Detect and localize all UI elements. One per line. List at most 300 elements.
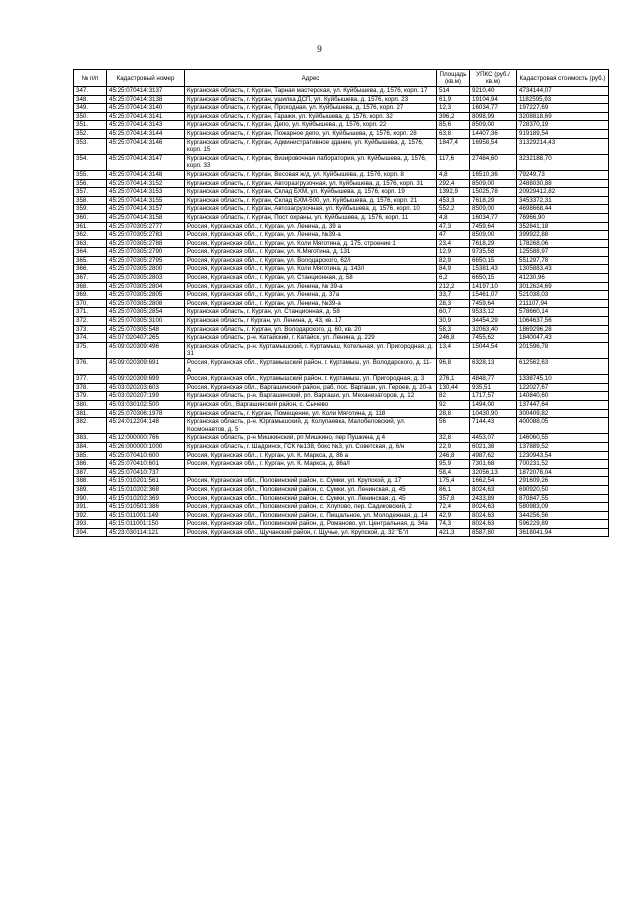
cell-address: Курганская область, г. Курган, Склад БХМ-500, ул. Куйбышева, д. 1576, корп. 21 bbox=[185, 196, 437, 205]
cell-row-number: 361. bbox=[74, 222, 107, 231]
cell-upks: 6328,13 bbox=[470, 359, 517, 375]
cell-upks: 1662,54 bbox=[470, 477, 517, 486]
cell-address: Курганская область, г. Курган, Авторазгрузочная, ул. Куйбышева, д. 1576, корп. 31 bbox=[185, 179, 437, 188]
cell-cadastral-number: 45:15:010501:386 bbox=[107, 503, 185, 512]
cell-cadastral-value: 137447,64 bbox=[517, 400, 609, 409]
cell-cadastral-number: 45:25:070414:3144 bbox=[107, 129, 185, 138]
cell-row-number: 360. bbox=[74, 213, 107, 222]
cell-row-number: 351. bbox=[74, 121, 107, 130]
cell-cadastral-value: 580983,09 bbox=[517, 503, 609, 512]
cell-cadastral-number: 45:25:070305:2803 bbox=[107, 274, 185, 283]
cell-cadastral-value: 20929412,82 bbox=[517, 188, 609, 197]
cell-row-number: 384. bbox=[74, 442, 107, 451]
table-row bbox=[74, 334, 609, 343]
cell-cadastral-number: 45:25:070305:2788 bbox=[107, 239, 185, 248]
cell-row-number: 356. bbox=[74, 179, 107, 188]
cell-cadastral-number: 45:25:070305:2854 bbox=[107, 308, 185, 317]
cell-area: 47 bbox=[437, 231, 470, 240]
cell-area: 32,8 bbox=[437, 434, 470, 443]
table-row bbox=[74, 179, 609, 188]
cell-address: Курганская обл., Варгашинский район, с. Сычево bbox=[185, 400, 437, 409]
cell-area: 92 bbox=[437, 400, 470, 409]
cell-upks: 16510,36 bbox=[470, 170, 517, 179]
cell-cadastral-number: 45:25:070414:3157 bbox=[107, 205, 185, 214]
table-row bbox=[74, 213, 609, 222]
cell-cadastral-value: 596229,89 bbox=[517, 520, 609, 529]
cell-upks: 7144,43 bbox=[470, 418, 517, 434]
cell-row-number: 387. bbox=[74, 468, 107, 477]
cell-cadastral-number: 45:26:000000:1000 bbox=[107, 442, 185, 451]
cell-row-number: 365. bbox=[74, 256, 107, 265]
cell-cadastral-value: 41230,96 bbox=[517, 274, 609, 283]
cell-row-number: 388. bbox=[74, 477, 107, 486]
cell-upks: 34454,29 bbox=[470, 317, 517, 326]
cell-area: 58,4 bbox=[437, 468, 470, 477]
table-row bbox=[74, 400, 609, 409]
cell-cadastral-number: 45:09:020309:496 bbox=[107, 342, 185, 358]
cell-row-number: 381. bbox=[74, 409, 107, 418]
cell-cadastral-number: 45:25:070305:3100 bbox=[107, 317, 185, 326]
table-row bbox=[74, 325, 609, 334]
cell-cadastral-value: 1840047,43 bbox=[517, 334, 609, 343]
cell-cadastral-value: 870847,55 bbox=[517, 494, 609, 503]
cell-cadastral-number: 45:25:070305:2804 bbox=[107, 282, 185, 291]
cell-area: 47,3 bbox=[437, 222, 470, 231]
cell-address: Россия, Курганская обл., г. Курган, ул. Коли Мяготина, д. 143/I bbox=[185, 265, 437, 274]
cell-upks: 7459,64 bbox=[470, 222, 517, 231]
table-row bbox=[74, 451, 609, 460]
cell-row-number: 375. bbox=[74, 342, 107, 358]
table-row bbox=[74, 409, 609, 418]
cell-address: Россия, Курганская обл., Половинский район, д. Романово, ул. Центральная, д. 34а bbox=[185, 520, 437, 529]
cell-cadastral-value: 4734144,07 bbox=[517, 87, 609, 96]
cell-row-number: 394. bbox=[74, 528, 107, 537]
cell-cadastral-number: 45:25:070414:3147 bbox=[107, 154, 185, 170]
cell-area: 12,9 bbox=[437, 248, 470, 257]
table-row bbox=[74, 154, 609, 170]
cell-address: Россия, Курганская обл., Куртамышский район, г. Куртамыш, ул. Володарского, д. 11-А bbox=[185, 359, 437, 375]
table-row bbox=[74, 196, 609, 205]
cell-upks: 4453,07 bbox=[470, 434, 517, 443]
cell-address: Россия, Курганская обл., Варгашинский район, раб. пос. Варгаши, ул. Героев, д. 20-а bbox=[185, 383, 437, 392]
cell-cadastral-value: 1869296,28 bbox=[517, 325, 609, 334]
cell-address: Россия, Курганская обл., Щучанский район, г. Щучье, ул. Крупской, д. 32 "Б"/I bbox=[185, 528, 437, 537]
cell-address: Россия, Курганская обл., г. Курган, ул. К. Маркса, д. 86 а bbox=[185, 451, 437, 460]
cell-cadastral-value: 201596,78 bbox=[517, 342, 609, 358]
cell-address: Курганская область, г. Курган, Пожарное депо, ул. Куйбышева, д. 1576, корп. 28 bbox=[185, 129, 437, 138]
cell-area: 63,8 bbox=[437, 129, 470, 138]
cell-address: Курганская область, г. Курган, Тарная мастерская, ул. Куйбышева, д. 1576, корп. 17 bbox=[185, 87, 437, 96]
cell-upks: 4987,62 bbox=[470, 451, 517, 460]
cell-row-number: 352. bbox=[74, 129, 107, 138]
cell-cadastral-number: 45:25:070410:737 bbox=[107, 468, 185, 477]
cell-cadastral-value: 551297,78 bbox=[517, 256, 609, 265]
table-row bbox=[74, 308, 609, 317]
cell-area: 84,9 bbox=[437, 265, 470, 274]
cell-cadastral-number: 45:25:070410:600 bbox=[107, 451, 185, 460]
cell-cadastral-value: 291609,26 bbox=[517, 477, 609, 486]
cell-address: Курганская область, г. Шадринск, ГСК №138, бокс №3, ул. Советская, д. 6/н bbox=[185, 442, 437, 451]
cell-area: 246,8 bbox=[437, 334, 470, 343]
table-row bbox=[74, 442, 609, 451]
cell-area: 175,4 bbox=[437, 477, 470, 486]
cell-row-number: 373. bbox=[74, 325, 107, 334]
table-row bbox=[74, 112, 609, 121]
cell-row-number: 390. bbox=[74, 494, 107, 503]
cell-upks: 16034,77 bbox=[470, 213, 517, 222]
cell-cadastral-number: 45:15:010202:368 bbox=[107, 485, 185, 494]
cell-upks: 2433,89 bbox=[470, 494, 517, 503]
cell-area: 85,6 bbox=[437, 121, 470, 130]
cell-cadastral-number: 45:09:020309:691 bbox=[107, 359, 185, 375]
cell-cadastral-value: 31329214,43 bbox=[517, 138, 609, 154]
cell-address: Курганская область, г. Курган, Административное здание, ул. Куйбышева, д. 1576, корп. 15 bbox=[185, 138, 437, 154]
cell-upks: 8509,00 bbox=[470, 121, 517, 130]
cell-area: 421,3 bbox=[437, 528, 470, 537]
cell-row-number: 367. bbox=[74, 274, 107, 283]
cell-cadastral-value: 352841,18 bbox=[517, 222, 609, 231]
cell-upks: 27484,60 bbox=[470, 154, 517, 170]
cell-cadastral-number: 45:15:010201:561 bbox=[107, 477, 185, 486]
header-area: Площадь (кв.м) bbox=[437, 70, 470, 87]
cell-area: 30,9 bbox=[437, 317, 470, 326]
cell-cadastral-number: 45:03:020207:199 bbox=[107, 392, 185, 401]
cell-cadastral-value: 1182595,93 bbox=[517, 95, 609, 104]
cell-cadastral-value: 919189,54 bbox=[517, 129, 609, 138]
cell-address: Россия, Курганская обл., г. Курган, ул. Ленина, № 39-а bbox=[185, 282, 437, 291]
table-row bbox=[74, 87, 609, 96]
cell-address: Россия, Курганская обл., г. Курган, ул. Ленина, д. 37а bbox=[185, 291, 437, 300]
cell-upks: 9210,40 bbox=[470, 87, 517, 96]
cell-address: Курганская область, г. Курган, Пост охраны, ул. Куйбышева, д. 1576, корп. 11 bbox=[185, 213, 437, 222]
header-cadastral-value: Кадастровая стоимость (руб.) bbox=[517, 70, 609, 87]
cell-area: 96,8 bbox=[437, 359, 470, 375]
cell-area: 22,9 bbox=[437, 442, 470, 451]
cell-cadastral-number: 45:25:070305:2777 bbox=[107, 222, 185, 231]
table-row bbox=[74, 239, 609, 248]
table-row bbox=[74, 375, 609, 384]
table-row bbox=[74, 121, 609, 130]
cell-upks: 4848,77 bbox=[470, 375, 517, 384]
cell-upks: 8024,63 bbox=[470, 485, 517, 494]
cell-cadastral-number: 45:25:070414:3140 bbox=[107, 104, 185, 113]
cell-cadastral-number: 45:25:070305:548 bbox=[107, 325, 185, 334]
cell-cadastral-number: 45:03:030102:500 bbox=[107, 400, 185, 409]
header-address: Адрес bbox=[185, 70, 437, 87]
table-row bbox=[74, 222, 609, 231]
cell-cadastral-value: 1230943,54 bbox=[517, 451, 609, 460]
cell-address: Россия, Курганская обл., г. Курган, ул. Ленина, №39-а bbox=[185, 231, 437, 240]
table-row bbox=[74, 138, 609, 154]
cell-address: Курганская область, г. Курган, ул. Володарского, д. 60, кв. 20 bbox=[185, 325, 437, 334]
cell-cadastral-number: 45:25:070414:3148 bbox=[107, 170, 185, 179]
cell-row-number: 355. bbox=[74, 170, 107, 179]
cell-area: 42,9 bbox=[437, 511, 470, 520]
cell-address: Курганская область, г. Курган, Гаражи, ул. Куйбышева, д. 1576, корп. 32 bbox=[185, 112, 437, 121]
table-row bbox=[74, 170, 609, 179]
cell-row-number: 382. bbox=[74, 418, 107, 434]
cell-cadastral-value: 3012624,69 bbox=[517, 282, 609, 291]
cell-cadastral-value: 578660,14 bbox=[517, 308, 609, 317]
cell-upks: 1717,57 bbox=[470, 392, 517, 401]
cell-address: Россия, Курганская обл., Половинский район, с. Хлупово, пер. Садиковский, 2 bbox=[185, 503, 437, 512]
cell-area: 58,3 bbox=[437, 325, 470, 334]
cell-address: Россия, Курганская обл., г. Курган, ул. Коли Мяготина, д. 175, строение 1 bbox=[185, 239, 437, 248]
table-row bbox=[74, 299, 609, 308]
cell-row-number: 348. bbox=[74, 95, 107, 104]
cell-row-number: 358. bbox=[74, 196, 107, 205]
cell-cadastral-value: 146060,55 bbox=[517, 434, 609, 443]
cell-address: Россия, Курганская обл., г. Курган, ул. Ленина, №39-а bbox=[185, 299, 437, 308]
cell-area: 130,44 bbox=[437, 383, 470, 392]
cell-upks: 1494,00 bbox=[470, 400, 517, 409]
cell-address bbox=[185, 468, 437, 477]
table-row bbox=[74, 291, 609, 300]
table-row bbox=[74, 274, 609, 283]
cell-row-number: 357. bbox=[74, 188, 107, 197]
cell-cadastral-number: 45:15:011001:150 bbox=[107, 520, 185, 529]
cell-row-number: 364. bbox=[74, 248, 107, 257]
cell-upks: 15461,07 bbox=[470, 291, 517, 300]
cell-upks: 32063,40 bbox=[470, 325, 517, 334]
cell-cadastral-number: 45:25:070306:1978 bbox=[107, 409, 185, 418]
cell-cadastral-value: 3453372,31 bbox=[517, 196, 609, 205]
cell-address: Россия, Курганская обл., Половинский район, с. Сумки, ул. Ленинская, д. 45 bbox=[185, 494, 437, 503]
cell-row-number: 347. bbox=[74, 87, 107, 96]
cell-upks: 8587,80 bbox=[470, 528, 517, 537]
cell-upks: 8509,00 bbox=[470, 231, 517, 240]
cell-upks: 15025,78 bbox=[470, 188, 517, 197]
cell-row-number: 374. bbox=[74, 334, 107, 343]
cell-address: Курганская область, г. Курган, Склад БХМ, ул. Куйбышева, д. 1576, корп. 19 bbox=[185, 188, 437, 197]
table-row bbox=[74, 248, 609, 257]
cell-upks: 10430,90 bbox=[470, 409, 517, 418]
cell-area: 117,6 bbox=[437, 154, 470, 170]
cell-row-number: 380. bbox=[74, 400, 107, 409]
table-row bbox=[74, 265, 609, 274]
cell-address: Россия, Курганская обл., г. Курган, ул. Станционная, д. 58 bbox=[185, 274, 437, 283]
cell-address: Россия, Курганская обл., Половинский район, с. Пищальное, ул. Молодежная, д. 14 bbox=[185, 511, 437, 520]
cell-cadastral-value: 2488030,88 bbox=[517, 179, 609, 188]
cell-upks: 16958,54 bbox=[470, 138, 517, 154]
table-row bbox=[74, 231, 609, 240]
cell-cadastral-value: 1305883,43 bbox=[517, 265, 609, 274]
cell-cadastral-number: 45:25:070414:3146 bbox=[107, 138, 185, 154]
cell-cadastral-value: 300409,82 bbox=[517, 409, 609, 418]
cell-cadastral-value: 76966,90 bbox=[517, 213, 609, 222]
cell-cadastral-number: 45:25:070305:2800 bbox=[107, 265, 185, 274]
cell-upks: 16034,77 bbox=[470, 104, 517, 113]
cell-cadastral-number: 45:25:070305:2808 bbox=[107, 299, 185, 308]
cell-area: 246,8 bbox=[437, 451, 470, 460]
cell-upks: 8024,63 bbox=[470, 503, 517, 512]
cell-address: Курганская область, г. Курган, Визировочная лаборатория, ул. Куйбышева, д. 1576, корп. 33 bbox=[185, 154, 437, 170]
cell-row-number: 349. bbox=[74, 104, 107, 113]
cell-cadastral-value: 344256,56 bbox=[517, 511, 609, 520]
cell-cadastral-number: 45:03:020203:603 bbox=[107, 383, 185, 392]
cell-row-number: 362. bbox=[74, 231, 107, 240]
cell-area: 13,4 bbox=[437, 342, 470, 358]
table-row bbox=[74, 392, 609, 401]
cell-area: 292,4 bbox=[437, 179, 470, 188]
cell-cadastral-number: 45:25:070414:3158 bbox=[107, 213, 185, 222]
cell-cadastral-value: 612562,63 bbox=[517, 359, 609, 375]
cell-cadastral-value: 1338745,10 bbox=[517, 375, 609, 384]
table-row bbox=[74, 342, 609, 358]
page-number: 9 bbox=[317, 44, 322, 54]
cell-area: 28,8 bbox=[437, 409, 470, 418]
cell-address: Курганская область, г. Курган, Весовая ж/д, ул. Куйбышева, д. 1576, корп. 8 bbox=[185, 170, 437, 179]
cell-cadastral-value: 3232188,70 bbox=[517, 154, 609, 170]
cell-cadastral-value: 3208818,69 bbox=[517, 112, 609, 121]
cell-address: Россия, Курганская обл., Половинский район, с. Сумки, ул. Ленинская, д. 45 bbox=[185, 485, 437, 494]
cell-address: Курганская область, г. Курган, ушилка ДСП, ул. Куйбышева, д. 1576, корп. 23 bbox=[185, 95, 437, 104]
table-row bbox=[74, 520, 609, 529]
table-row bbox=[74, 503, 609, 512]
table-row bbox=[74, 95, 609, 104]
cell-row-number: 386. bbox=[74, 460, 107, 469]
cell-row-number: 383. bbox=[74, 434, 107, 443]
cell-cadastral-number: 45:15:010202:369 bbox=[107, 494, 185, 503]
table-row bbox=[74, 477, 609, 486]
cell-cadastral-value: 79249,73 bbox=[517, 170, 609, 179]
cell-area: 33,7 bbox=[437, 291, 470, 300]
cell-row-number: 392. bbox=[74, 511, 107, 520]
cell-cadastral-value: 197227,69 bbox=[517, 104, 609, 113]
cell-cadastral-number: 45:25:070305:2805 bbox=[107, 291, 185, 300]
cell-area: 276,1 bbox=[437, 375, 470, 384]
header-cadastral-number: Кадастровый номер bbox=[107, 70, 185, 87]
cell-row-number: 350. bbox=[74, 112, 107, 121]
cell-upks: 8509,00 bbox=[470, 205, 517, 214]
cell-row-number: 366. bbox=[74, 265, 107, 274]
cell-row-number: 370. bbox=[74, 299, 107, 308]
cell-cadastral-value: 122027,67 bbox=[517, 383, 609, 392]
table-row bbox=[74, 129, 609, 138]
cell-address: Россия, Курганская обл., Половинский район, с. Сумки, ул. Крупской, д. 17 bbox=[185, 477, 437, 486]
cell-row-number: 354. bbox=[74, 154, 107, 170]
cell-cadastral-value: 690920,50 bbox=[517, 485, 609, 494]
cell-cadastral-value: 1064637,56 bbox=[517, 317, 609, 326]
cell-cadastral-value: 140840,60 bbox=[517, 392, 609, 401]
cell-cadastral-number: 45:25:070414:3138 bbox=[107, 95, 185, 104]
cell-cadastral-value: 178268,06 bbox=[517, 239, 609, 248]
header-number: № п/п bbox=[74, 70, 107, 87]
table-row bbox=[74, 468, 609, 477]
table-row bbox=[74, 494, 609, 503]
cell-area: 61,9 bbox=[437, 95, 470, 104]
table-header-row bbox=[74, 70, 609, 87]
cell-row-number: 378. bbox=[74, 383, 107, 392]
table-row bbox=[74, 205, 609, 214]
cell-cadastral-number: 45:25:070414:3137 bbox=[107, 87, 185, 96]
cell-cadastral-number: 45:25:070414:3152 bbox=[107, 179, 185, 188]
cell-area: 357,8 bbox=[437, 494, 470, 503]
cell-upks: 6650,15 bbox=[470, 256, 517, 265]
cell-address: Курганская область, р-н. Катайский, г. Катайск, ул. Ленина, д. 229 bbox=[185, 334, 437, 343]
cell-cadastral-value: 211107,94 bbox=[517, 299, 609, 308]
cell-address: Курганская область, р-н. Куртамышский, г. Куртамыш, Котельная, ул. Пригородная, д. 31 bbox=[185, 342, 437, 358]
cell-area: 82 bbox=[437, 392, 470, 401]
cell-cadastral-number: 45:25:070305:2795 bbox=[107, 256, 185, 265]
cell-address: Россия, Курганская обл., г. Курган, ул. К. Маркса, д. 86а/I bbox=[185, 460, 437, 469]
cell-area: 95,9 bbox=[437, 460, 470, 469]
cell-area: 6,2 bbox=[437, 274, 470, 283]
cell-upks: 15044,54 bbox=[470, 342, 517, 358]
table-row bbox=[74, 460, 609, 469]
table-row bbox=[74, 317, 609, 326]
cell-row-number: 377. bbox=[74, 375, 107, 384]
cell-area: 1392,9 bbox=[437, 188, 470, 197]
cell-area: 552,2 bbox=[437, 205, 470, 214]
cell-upks: 9533,12 bbox=[470, 308, 517, 317]
cell-upks: 8024,63 bbox=[470, 520, 517, 529]
cell-row-number: 372. bbox=[74, 317, 107, 326]
cell-address: Курганская область, р-н. Юргамышский, д. Колупаевка, Малобеловский, ул. Космонавтов, д. 5 bbox=[185, 418, 437, 434]
cell-cadastral-value: 3618041,94 bbox=[517, 528, 609, 537]
table-row bbox=[74, 282, 609, 291]
cell-upks: 14197,10 bbox=[470, 282, 517, 291]
cell-cadastral-number: 45:25:070414:3141 bbox=[107, 112, 185, 121]
cell-cadastral-number: 45:23:030114:121 bbox=[107, 528, 185, 537]
cell-upks: 6650,15 bbox=[470, 274, 517, 283]
cell-upks: 7459,64 bbox=[470, 299, 517, 308]
cell-row-number: 368. bbox=[74, 282, 107, 291]
cell-cadastral-value: 400088,05 bbox=[517, 418, 609, 434]
cell-cadastral-value: 521038,03 bbox=[517, 291, 609, 300]
cell-cadastral-number: 45:12:000000:766 bbox=[107, 434, 185, 443]
cell-upks: 7455,62 bbox=[470, 334, 517, 343]
cell-upks: 9735,58 bbox=[470, 248, 517, 257]
cell-row-number: 389. bbox=[74, 485, 107, 494]
cadastral-table bbox=[73, 69, 609, 537]
cell-cadastral-number: 45:09:020309:699 bbox=[107, 375, 185, 384]
cell-cadastral-value: 125588,97 bbox=[517, 248, 609, 257]
cell-area: 72,4 bbox=[437, 503, 470, 512]
header-upks: УПКС (руб./кв.м) bbox=[470, 70, 517, 87]
cell-area: 28,3 bbox=[437, 299, 470, 308]
cell-address: Курганская область, р-н Мишкинский, рп Мишкино, пер Пушкина, д 4 bbox=[185, 434, 437, 443]
cell-row-number: 369. bbox=[74, 291, 107, 300]
cell-cadastral-number: 45:07:020407:265 bbox=[107, 334, 185, 343]
cell-cadastral-number: 45:25:070305:2790 bbox=[107, 248, 185, 257]
cell-cadastral-value: 137889,52 bbox=[517, 442, 609, 451]
cell-row-number: 393. bbox=[74, 520, 107, 529]
cell-cadastral-value: 399922,88 bbox=[517, 231, 609, 240]
cell-cadastral-number: 45:25:070414:3143 bbox=[107, 121, 185, 130]
cell-area: 23,4 bbox=[437, 239, 470, 248]
table-row bbox=[74, 256, 609, 265]
cell-cadastral-number: 45:25:070305:2783 bbox=[107, 231, 185, 240]
cell-upks: 8098,99 bbox=[470, 112, 517, 121]
table-row bbox=[74, 104, 609, 113]
cell-address: Россия, Курганская обл., г. Курган, ул. Ленина, д. 39 а bbox=[185, 222, 437, 231]
cell-area: 60,7 bbox=[437, 308, 470, 317]
cell-area: 453,3 bbox=[437, 196, 470, 205]
cell-area: 4,8 bbox=[437, 170, 470, 179]
cell-area: 12,3 bbox=[437, 104, 470, 113]
cell-area: 514 bbox=[437, 87, 470, 96]
cell-row-number: 353. bbox=[74, 138, 107, 154]
cell-upks: 935,51 bbox=[470, 383, 517, 392]
cell-address: Курганская область, г. Курган, Проходная, ул. Куйбышева, д. 1576, корп. 27 bbox=[185, 104, 437, 113]
cell-row-number: 363. bbox=[74, 239, 107, 248]
cell-cadastral-value: 4698668,44 bbox=[517, 205, 609, 214]
table-row bbox=[74, 383, 609, 392]
cell-area: 1847,4 bbox=[437, 138, 470, 154]
cell-upks: 6021,38 bbox=[470, 442, 517, 451]
cell-upks: 7618,29 bbox=[470, 196, 517, 205]
